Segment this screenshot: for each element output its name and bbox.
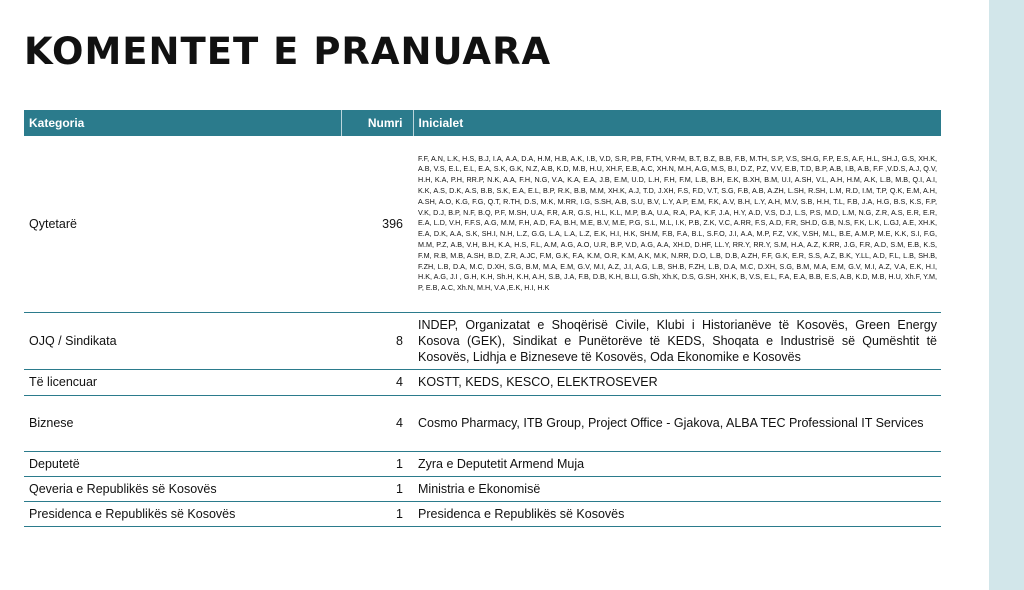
table-row bbox=[24, 312, 941, 369]
row-category: OJQ / Sindikata bbox=[24, 312, 341, 369]
row-category: Qeveria e Republikës së Kosovës bbox=[24, 476, 341, 501]
row-category: Presidenca e Republikës së Kosovës bbox=[24, 501, 341, 526]
side-decor-strip bbox=[989, 0, 1024, 590]
row-initials: Cosmo Pharmacy, ITB Group, Project Office - Gjakova, ALBA TEC Professional IT Services bbox=[413, 395, 941, 451]
table-row bbox=[24, 369, 941, 395]
table-row bbox=[24, 395, 941, 451]
table-row bbox=[24, 451, 941, 476]
row-initials: F.F, A.N, L.K, H.S, B.J, I.A, A.A, D.A, H.M, H.B, A.K, I.B, V.D, S.R, P.B, F.TH, V.R-M, B.T, B.Z, B.B, F.B, M.TH, S.P, V.S, SH.G, F.P, E.S, A.F, H.L, SH.J, G.S, XH.K, A.B, V.S, E.L, E.L, E.A, S.K, G.K, N.Z, A.B, K.D, M.B, H.U, XH.F, E.B, A.C, XH.N, M.H, A.G, M.S, B.I, D.Z, P.Z, V.V, E.B, T.D, B.P, A.B, I.B, A.B, F.F ,V.D.S, A.J, Q.V, H.H, K.A, P.H, RR.P, N.K, A.A, F.H, N.G, V.A, K.A, E.A, J.B, E.M, U.D, L.H, F.H, F.M, L.B, B.H, E.K, B.XH, B.M, U.I, A.SH, V.L, A.H, H.M, A.K, L.B, M.B, Q.I, A.I, K.K, A.S, D.K, A.S, B.B, S.K, E.A, E.L, B.P, R.K, B.B, M.M, XH.K, A.J, T.D, J.XH, F.S, F.D, V.T, S.G, F.B, A.B, A.ZH, L.SH, R.SH, L.M, R.D, I.M, T.P, Q.K, E.M, A.H, A.SH, A.O, K.G, F.G, Q.T, R.TH, D.S, M.K, M.RR, I.G, S.SH, A.B, S.U, B.V, L.Y, A.P, E.M, F.K, A.V, B.H, L.Y, A.H, M.V, S.B, H.H, T.L, F.B, J.A, H.G, B.S, K.S, F.P, V.K, D.J, B.P, N.F, B.Q, P.F, M.SH, U.A, F.R, A.R, G.S, H.L, K.L, M.P, B.A, U.A, R.A, P.A, K.F, J.A, H.Y, A.D, V.S, D.J, L.S, P.S, M.D, L.M, N.G, Z.R, A.S, E.R, E.R, E.A, L.D, V.H, F.F.S, A.G, M.M, F.H, A.D, F.A, B.H, M.E, B.V, M.E, P.G, S.L, M.L, I.K, P.B, Z.K, V.C, A.RR, F.S, A.D, F.R, SH.D, G.B, N.S, F.K, L.K, L.GJ, A.E, XH.K, E.A, D.K, A.A, S.K, SH.I, N.H, L.Z, G.G, L.A, L.A, L.Z, E.K, H.I, H.K, SH.M, F.B, F.A, B.L, S.F.O, J.I, A.A, M.P, F.Z, V.K, V.SH, M.L, B.E, A.M.P, M.E, K.K, S.I, F.G, M.M, P.Z, A.B, V.H, B.H, K.A, H.S, F.L, A.M, A.G, A.O, U.R, B.P, V.D, A.G, A.A, XH.D, D.HF, LL.Y, RR.Y, RR.Y, S.M, H.A, A.Z, K.RR, J.G, F.R, A.D, S.M, E.B, K.S, F.M, R.B, M.B, A.SH, B.D, Z.R, A.JC, F.M, G.K, F.A, K.M, O.R, K.M, A.K, M.K, N.RR, D.O, L.B, D.B, A.ZH, F.F, G.K, E.R, S.S, A.Z, B.K, Y.LL, A.D, F.L, L.B, SH.B, F.ZH, L.B, D.A, M.C, D.XH, S.G, B.M, M.A, E.M, G.V, M.I, A.Z, J.I, A.G, L.B, SH.B, F.ZH, L.B, D.A, M.C, D.XH, S.G, B.M, M.A, E.M, G.V, M.I, A.Z, V.A, E.K, H.I, H.K, A.G, J.I , G.H, K.H, Sh.H, K.H, A.H, S.B, J.A, F.B, D.B, K.H, B.LI, G.Sh, Xh.K, D.S, G.SH, XH.K, B, V.S, E.L, F.A, E.A, B.B, E.S, A.B, K.D, M.B, H.U, Xh.F, Y.M, P, E.B, A.C, Xh.N, M.H, V.A ,E.K, H.I, H.K bbox=[413, 136, 941, 312]
row-initials: Ministria e Ekonomisë bbox=[413, 476, 941, 501]
row-category: Të licencuar bbox=[24, 369, 341, 395]
row-initials: KOSTT, KEDS, KESCO, ELEKTROSEVER bbox=[413, 369, 941, 395]
row-category: Qytetarë bbox=[24, 136, 341, 312]
column-header-category: Kategoria bbox=[24, 110, 341, 136]
row-count: 1 bbox=[341, 501, 413, 526]
comments-table bbox=[24, 110, 941, 527]
row-count: 1 bbox=[341, 476, 413, 501]
table-row bbox=[24, 476, 941, 501]
row-category: Biznese bbox=[24, 395, 341, 451]
row-count: 4 bbox=[341, 395, 413, 451]
row-initials: Zyra e Deputetit Armend Muja bbox=[413, 451, 941, 476]
row-category: Deputetë bbox=[24, 451, 341, 476]
row-count: 396 bbox=[341, 136, 413, 312]
table-row bbox=[24, 136, 941, 312]
row-count: 4 bbox=[341, 369, 413, 395]
row-count: 8 bbox=[341, 312, 413, 369]
row-count: 1 bbox=[341, 451, 413, 476]
row-initials: INDEP, Organizatat e Shoqërisë Civile, Klubi i Historianëve të Kosovës, Green Energy Kosova (GEK), Sindikat e Punëtorëve të KEDS, Shoqata e Industrisë së Qumështit të Kosovës, Lidhja e Bizneseve të Kosovës, Oda Ekonomike e Kosovës bbox=[413, 312, 941, 369]
column-header-initials: Inicialet bbox=[413, 110, 941, 136]
table-row bbox=[24, 501, 941, 526]
page-title: KOMENTET E PRANUARA bbox=[24, 30, 552, 73]
table-header-row bbox=[24, 110, 941, 136]
row-initials: Presidenca e Republikës së Kosovës bbox=[413, 501, 941, 526]
column-header-count: Numri bbox=[341, 110, 413, 136]
